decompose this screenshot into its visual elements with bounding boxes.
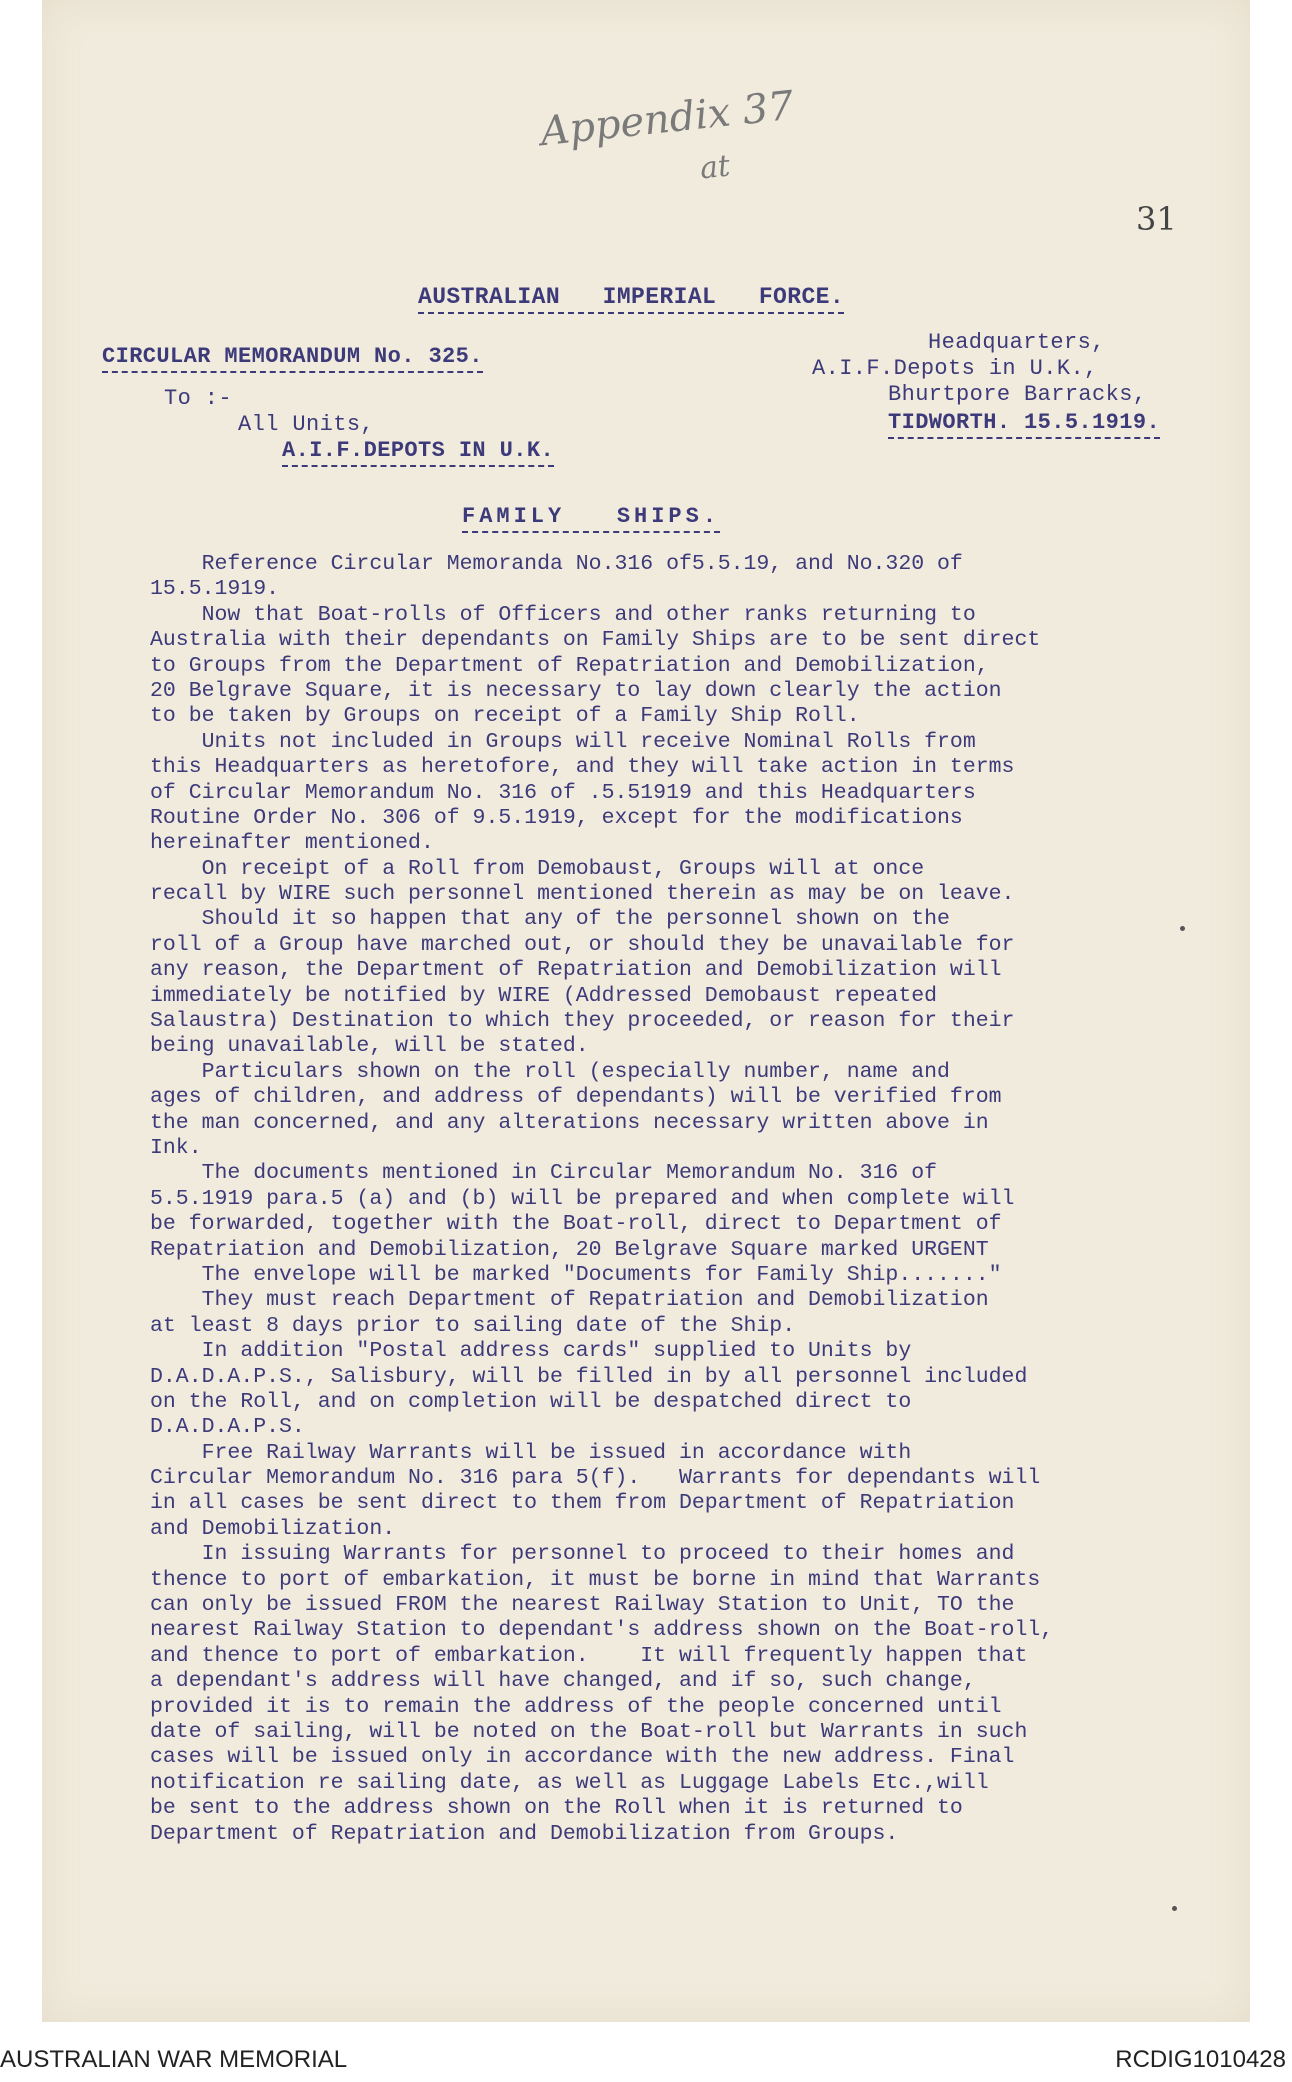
- body-line: hereinafter mentioned.: [150, 831, 434, 856]
- paper-mark: [1172, 1906, 1177, 1911]
- body-line: a dependant's address will have changed, and if so, such change,: [150, 1669, 976, 1694]
- body-line: immediately be notified by WIRE (Addressed Demobaust repeated: [150, 983, 938, 1008]
- body-line: nearest Railway Station to dependant's address shown on the Boat-roll,: [150, 1618, 1054, 1643]
- handwritten-annotation: Appendix 37: [538, 82, 796, 156]
- document-title: AUSTRALIAN IMPERIAL FORCE.: [418, 284, 844, 314]
- body-line: can only be issued FROM the nearest Railway Station to Unit, TO the: [150, 1593, 1015, 1618]
- body-line: provided it is to remain the address of the people concerned until: [150, 1694, 1002, 1719]
- body-line: of Circular Memorandum No. 316 of .5.51919 and this Headquarters: [150, 780, 976, 805]
- body-line: Australia with their dependants on Family Ships are to be sent direct: [150, 628, 1041, 653]
- body-line: the man concerned, and any alterations necessary written above in: [150, 1110, 989, 1135]
- body-line: this Headquarters as heretofore, and they will take action in terms: [150, 755, 1015, 780]
- body-line: recall by WIRE such personnel mentioned therein as may be on leave.: [150, 882, 1015, 907]
- body-line: Salaustra) Destination to which they proceeded, or reason for their: [150, 1009, 1015, 1034]
- memo-body: [150, 552, 1210, 1847]
- handwritten-initials: at: [698, 148, 732, 187]
- body-line: Should it so happen that any of the personnel shown on the: [150, 907, 950, 932]
- to-label: To :-: [164, 386, 233, 411]
- body-line: Units not included in Groups will receive Nominal Rolls from: [150, 729, 976, 754]
- body-line: being unavailable, will be stated.: [150, 1034, 589, 1059]
- footer-source: AUSTRALIAN WAR MEMORIAL: [0, 2046, 348, 2073]
- body-line: at least 8 days prior to sailing date of the Ship.: [150, 1313, 796, 1338]
- body-line: Reference Circular Memoranda No.316 of5.5.19, and No.320 of: [150, 552, 963, 576]
- paper-mark: [1180, 926, 1185, 931]
- body-line: In addition "Postal address cards" supplied to Units by: [150, 1339, 912, 1364]
- body-line: date of sailing, will be noted on the Boat-roll but Warrants in such: [150, 1719, 1028, 1744]
- address-line-3: Bhurtpore Barracks,: [888, 382, 1147, 407]
- body-line: In issuing Warrants for personnel to proceed to their homes and: [150, 1542, 1015, 1567]
- body-line: any reason, the Department of Repatriation and Demobilization will: [150, 958, 1002, 983]
- footer-reference: RCDIG1010428: [1115, 2046, 1286, 2073]
- body-line: They must reach Department of Repatriation and Demobilization: [150, 1288, 989, 1313]
- body-line: cases will be issued only in accordance with the new address. Final: [150, 1745, 1015, 1770]
- body-line: to be taken by Groups on receipt of a Family Ship Roll.: [150, 704, 860, 729]
- body-line: and thence to port of embarkation. It will frequently happen that: [150, 1643, 1028, 1668]
- body-line: Circular Memorandum No. 316 para 5(f). Warrants for dependants will: [150, 1466, 1041, 1491]
- body-line: 5.5.1919 para.5 (a) and (b) will be prepared and when complete will: [150, 1186, 1015, 1211]
- body-line: in all cases be sent direct to them from Department of Repatriation: [150, 1491, 1015, 1516]
- recipient-line-2: A.I.F.DEPOTS IN U.K.: [282, 438, 554, 467]
- page-number: 31: [1136, 200, 1177, 238]
- body-line: D.A.D.A.P.S., Salisbury, will be filled in by all personnel included: [150, 1364, 1028, 1389]
- body-line: D.A.D.A.P.S.: [150, 1415, 305, 1440]
- body-line: Routine Order No. 306 of 9.5.1919, except for the modifications: [150, 805, 963, 830]
- body-line: On receipt of a Roll from Demobaust, Groups will at once: [150, 856, 925, 881]
- recipient-line-1: All Units,: [238, 412, 375, 437]
- body-line: Repatriation and Demobilization, 20 Belgrave Square marked URGENT: [150, 1237, 989, 1262]
- body-line: 15.5.1919.: [150, 577, 280, 602]
- body-line: Department of Repatriation and Demobilization from Groups.: [150, 1821, 899, 1846]
- body-line: The envelope will be marked "Documents for Family Ship.......": [150, 1262, 1002, 1287]
- subject-heading: FAMILY SHIPS.: [462, 504, 720, 533]
- body-line: Particulars shown on the roll (especially number, name and: [150, 1059, 950, 1084]
- body-line: Now that Boat-rolls of Officers and other ranks returning to: [150, 602, 976, 627]
- body-line: to Groups from the Department of Repatriation and Demobilization,: [150, 653, 989, 678]
- body-line: The documents mentioned in Circular Memorandum No. 316 of: [150, 1161, 938, 1186]
- body-line: be sent to the address shown on the Roll when it is returned to: [150, 1796, 963, 1821]
- body-line: Free Railway Warrants will be issued in accordance with: [150, 1440, 912, 1465]
- body-line: 20 Belgrave Square, it is necessary to lay down clearly the action: [150, 678, 1002, 703]
- body-line: be forwarded, together with the Boat-roll, direct to Department of: [150, 1212, 1002, 1237]
- body-line: Ink.: [150, 1135, 202, 1160]
- address-line-1: Headquarters,: [928, 330, 1105, 355]
- body-line: and Demobilization.: [150, 1516, 396, 1541]
- address-line-4: TIDWORTH. 15.5.1919.: [888, 410, 1160, 439]
- memo-number: CIRCULAR MEMORANDUM No. 325.: [102, 344, 483, 373]
- body-line: on the Roll, and on completion will be despatched direct to: [150, 1389, 912, 1414]
- body-line: thence to port of embarkation, it must be borne in mind that Warrants: [150, 1567, 1041, 1592]
- body-line: ages of children, and address of dependants) will be verified from: [150, 1085, 1002, 1110]
- body-line: notification re sailing date, as well as Luggage Labels Etc.,will: [150, 1770, 989, 1795]
- address-line-2: A.I.F.Depots in U.K.,: [812, 356, 1098, 381]
- body-line: roll of a Group have marched out, or should they be unavailable for: [150, 932, 1015, 957]
